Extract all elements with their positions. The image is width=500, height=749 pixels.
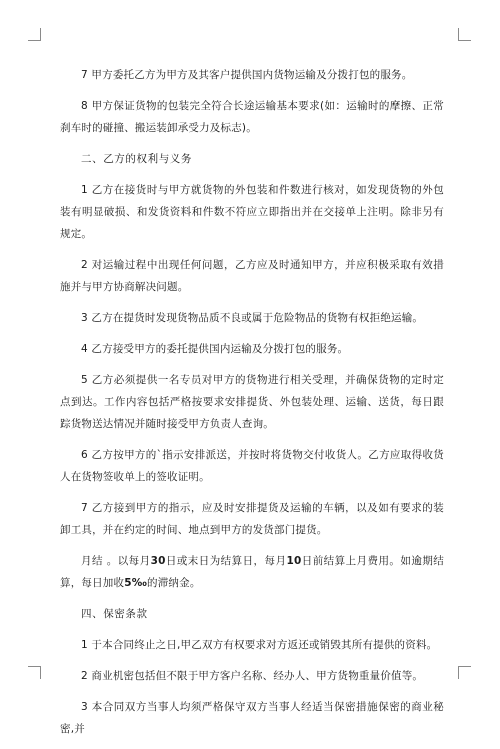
clause-b5: 5 乙方必须提供一名专员对甲方的货物进行相关受理，并确保货物的定时定点到达。工作内容包括严格按要求安排提货、外包装处理、运输、送货，每日跟踪货物送达情况并随时接受甲方负责人查询。	[60, 374, 444, 430]
clause-d3: 3 本合同双方当事人均须严格保守双方当事人经适当保密措施保密的商业秘密,并	[60, 701, 444, 735]
settlement-mid-2: 日前结算上月费用。如逾期结算，每日加收	[60, 555, 444, 589]
settlement-clause	[60, 550, 444, 594]
settlement-mid-1: 日或末日为结算日，每月	[165, 555, 287, 567]
clause-d1: 1 于本合同终止之日,甲乙双方有权要求对方返还或销毁其所有提供的资料。	[81, 639, 438, 651]
crop-mark-top-left	[28, 28, 41, 41]
clause-b4: 4 乙方接受甲方的委托提供国内运输及分拨打包的服务。	[81, 343, 349, 355]
late-fee-rate: 5‰	[124, 577, 148, 589]
clause-a8: 8 甲方保证货物的包装完全符合长途运输基本要求(如：运输时的摩擦、正常刹车时的碰撞、搬运装卸承受力及标志)。	[60, 100, 444, 134]
crop-mark-bottom-right	[458, 666, 471, 679]
settlement-suffix: 的滞纳金。	[147, 577, 201, 589]
clause-b3: 3 乙方在提货时发现货物品质不良或属于危险物品的货物有权拒绝运输。	[81, 312, 424, 324]
document-body	[60, 64, 444, 749]
settlement-day-10: 10	[286, 555, 302, 567]
settlement-day-30: 30	[150, 555, 166, 567]
crop-mark-bottom-left	[28, 666, 41, 679]
clause-b7: 7 乙方接到甲方的指示，应及时安排提货及运输的车辆，以及如有要求的装卸工具，并在约定的时间、地点到甲方的发货部门提货。	[60, 502, 444, 536]
clause-b6: 6 乙方按甲方的`指示安排派送，并按时将货物交付收货人。乙方应取得收货人在货物签收单上的签收证明。	[60, 449, 444, 483]
clause-d2: 2 商业机密包括但不限于甲方客户名称、经办人、甲方货物重量价值等。	[81, 670, 424, 682]
clause-a7: 7 甲方委托乙方为甲方及其客户提供国内货物运输及分拨打包的服务。	[81, 69, 413, 81]
clause-b1: 1 乙方在接货时与甲方就货物的外包装和件数进行核对，如发现货物的外包装有明显破损、和发货资料和件数不符应立即指出并在交接单上注明。除非另有规定。	[60, 184, 444, 240]
settlement-prefix: 月结 。以每月	[81, 555, 151, 567]
section-heading-2: 二、乙方的权利与义务	[81, 153, 192, 165]
crop-mark-top-right	[458, 28, 471, 41]
section-heading-4: 四、保密条款	[81, 608, 148, 620]
clause-b2: 2 对运输过程中出现任何问题，乙方应及时通知甲方，并应积极采取有效措施并与甲方协商解决问题。	[60, 259, 444, 293]
